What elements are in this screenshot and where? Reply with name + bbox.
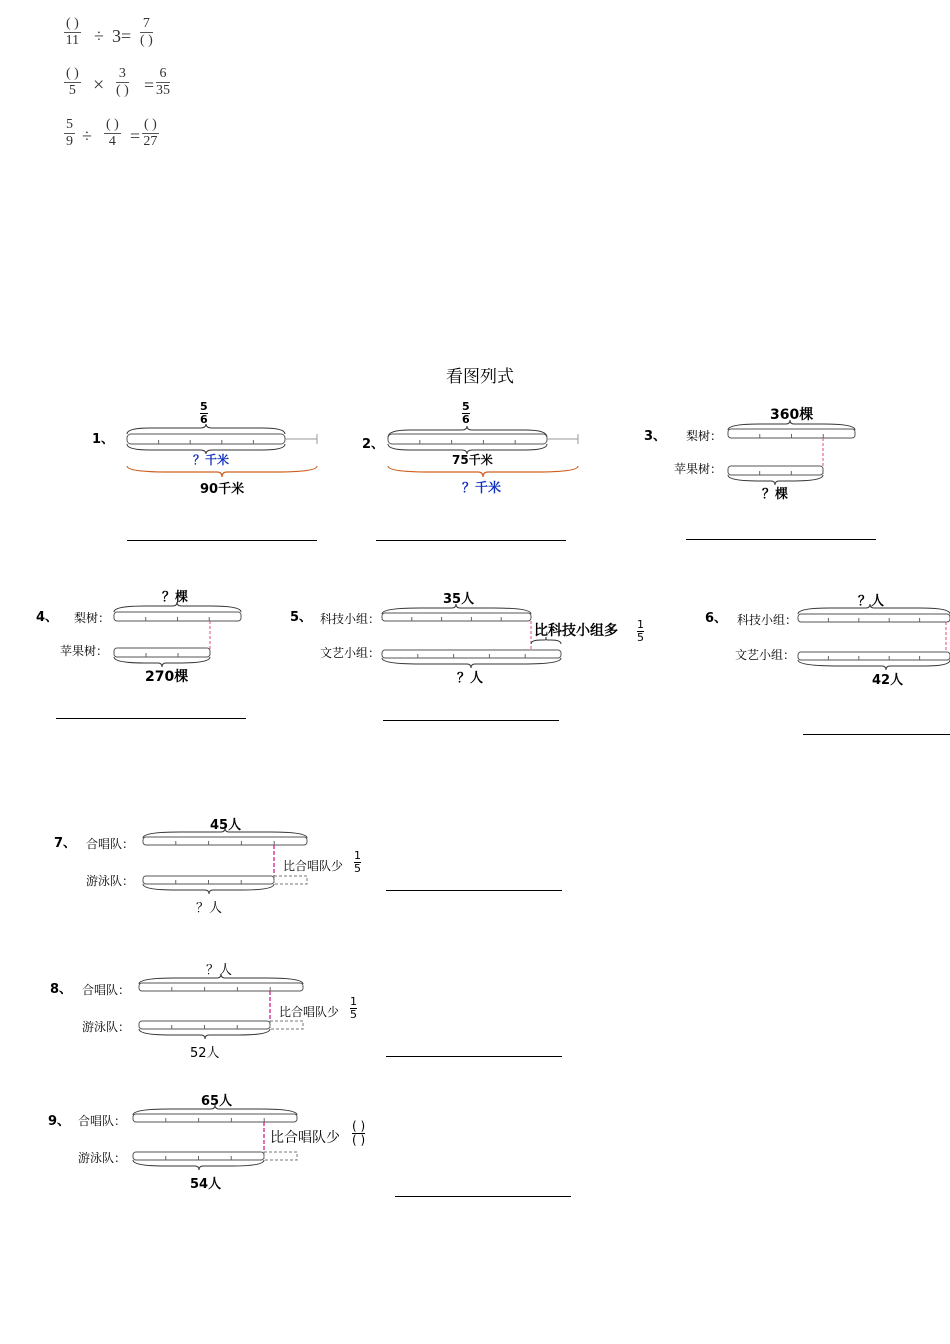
problem-6-number: 6、: [705, 611, 728, 626]
problem-6-top-label: ？人: [858, 594, 885, 609]
problem-3-row1-label: 梨树：: [686, 429, 723, 443]
problem-4-top-label: ？棵: [162, 590, 189, 605]
problem-6-row1-label: 科技小组：: [737, 613, 798, 627]
problem-9-top-label: 65人: [201, 1094, 233, 1109]
p7-frac-num: 1: [354, 849, 361, 862]
problem-7-bottom-label: ？人: [196, 901, 223, 916]
problem-4-row2-label: 苹果树：: [60, 644, 109, 658]
p1-frac-num: 5: [200, 400, 208, 413]
p2-frac-num: 5: [462, 400, 470, 413]
eq2-f1-den: 5: [68, 83, 76, 98]
problem-5-top-label: 35人: [443, 592, 475, 607]
problem-2-number: 2、: [362, 437, 385, 452]
problem-9-row2-label: 游泳队：: [78, 1151, 127, 1165]
section-title: 看图列式: [446, 367, 514, 387]
problem-7-row2-label: 游泳队：: [86, 874, 135, 888]
answer-line-9[interactable]: [395, 1196, 571, 1197]
eq2-equals: =: [144, 75, 155, 95]
problem-4-bottom-label: 270棵: [145, 669, 189, 685]
problem-2-total-label: ？千米: [462, 481, 502, 496]
eq3-equals: =: [130, 126, 141, 146]
problem-9-row1-label: 合唱队：: [78, 1114, 127, 1128]
problem-9-note: 比合唱队少: [270, 1130, 340, 1146]
problem-6-row2-label: 文艺小组：: [735, 648, 796, 662]
eq1-f2-num: 7: [142, 16, 150, 31]
problem-4-row1-label: 梨树：: [74, 611, 111, 625]
eq3-f2-den: 4: [108, 134, 116, 149]
problem-5-row1-label: 科技小组：: [320, 612, 381, 626]
problem-8-top-label: ？人: [206, 963, 233, 978]
problem-5-bottom-label: ？人: [457, 671, 484, 686]
problem-3-top-label: 360棵: [770, 407, 814, 423]
p5-frac-num: 1: [637, 618, 644, 631]
p2-frac-den: 6: [462, 413, 470, 426]
eq1-f1-num: ( ): [66, 16, 79, 31]
problem-5-row2-label: 文艺小组：: [320, 646, 381, 660]
eq3-f1-den: 9: [66, 134, 73, 149]
problem-7-number: 7、: [54, 836, 77, 851]
problem-9-bottom-label: 54人: [190, 1177, 222, 1192]
problem-8-note: 比合唱队少: [279, 1005, 340, 1019]
problem-2-part-label: 75千米: [452, 453, 493, 467]
problem-8-bottom-label: 52人: [190, 1046, 220, 1061]
p9-frac-num: ( ): [352, 1119, 366, 1133]
problem-8-number: 8、: [50, 982, 73, 997]
eq2-f3-den: 35: [156, 83, 170, 98]
problem-4-number: 4、: [36, 610, 59, 625]
problem-5-number: 5、: [290, 610, 313, 625]
p7-frac-den: 5: [354, 862, 361, 875]
eq1-f1-den: 11: [65, 33, 80, 48]
problem-6-bottom-label: 42人: [872, 673, 904, 688]
problem-3-row2-label: 苹果树：: [674, 462, 723, 476]
eq2-f3-num: 6: [159, 66, 167, 81]
problem-8-row1-label: 合唱队：: [82, 983, 131, 997]
problem-1-part-label: ？千米: [193, 453, 230, 467]
problem-5-note: 比科技小组多: [534, 623, 618, 639]
eq3-f3-den: 27: [143, 134, 158, 149]
problem-1-total-label: 90千米: [200, 482, 245, 497]
eq2-f2-num: 3: [118, 66, 126, 81]
problem-1-number: 1、: [92, 432, 115, 447]
eq1-mid: 3=: [112, 26, 132, 46]
eq3-f2-num: ( ): [106, 117, 119, 132]
problem-9-fraction[interactable]: [352, 1120, 365, 1147]
problem-3-bottom-label: ？棵: [762, 487, 789, 502]
problem-7-top-label: 45人: [210, 818, 242, 833]
eq3-divide-sign: ÷: [82, 126, 92, 146]
eq2-f1-num: ( ): [66, 66, 79, 81]
eq2-times-sign: ×: [93, 74, 105, 96]
problem-9-number: 9、: [48, 1114, 71, 1129]
p8-frac-den: 5: [350, 1008, 357, 1021]
eq1-divide-sign: ÷: [94, 26, 104, 46]
p9-frac-den: ( ): [352, 1133, 366, 1147]
problem-7-note: 比合唱队少: [283, 859, 344, 873]
eq2-f2-den: ( ): [116, 83, 129, 98]
problem-8-row2-label: 游泳队：: [82, 1020, 131, 1034]
problem-3-number: 3、: [644, 429, 667, 444]
eq1-f2-den: ( ): [140, 33, 153, 48]
problem-7-row1-label: 合唱队：: [86, 837, 135, 851]
eq3-f3-num: ( ): [144, 117, 157, 132]
p8-frac-num: 1: [350, 995, 357, 1008]
p1-frac-den: 6: [200, 413, 208, 426]
p5-frac-den: 5: [637, 631, 644, 644]
eq3-f1-num: 5: [66, 117, 73, 132]
